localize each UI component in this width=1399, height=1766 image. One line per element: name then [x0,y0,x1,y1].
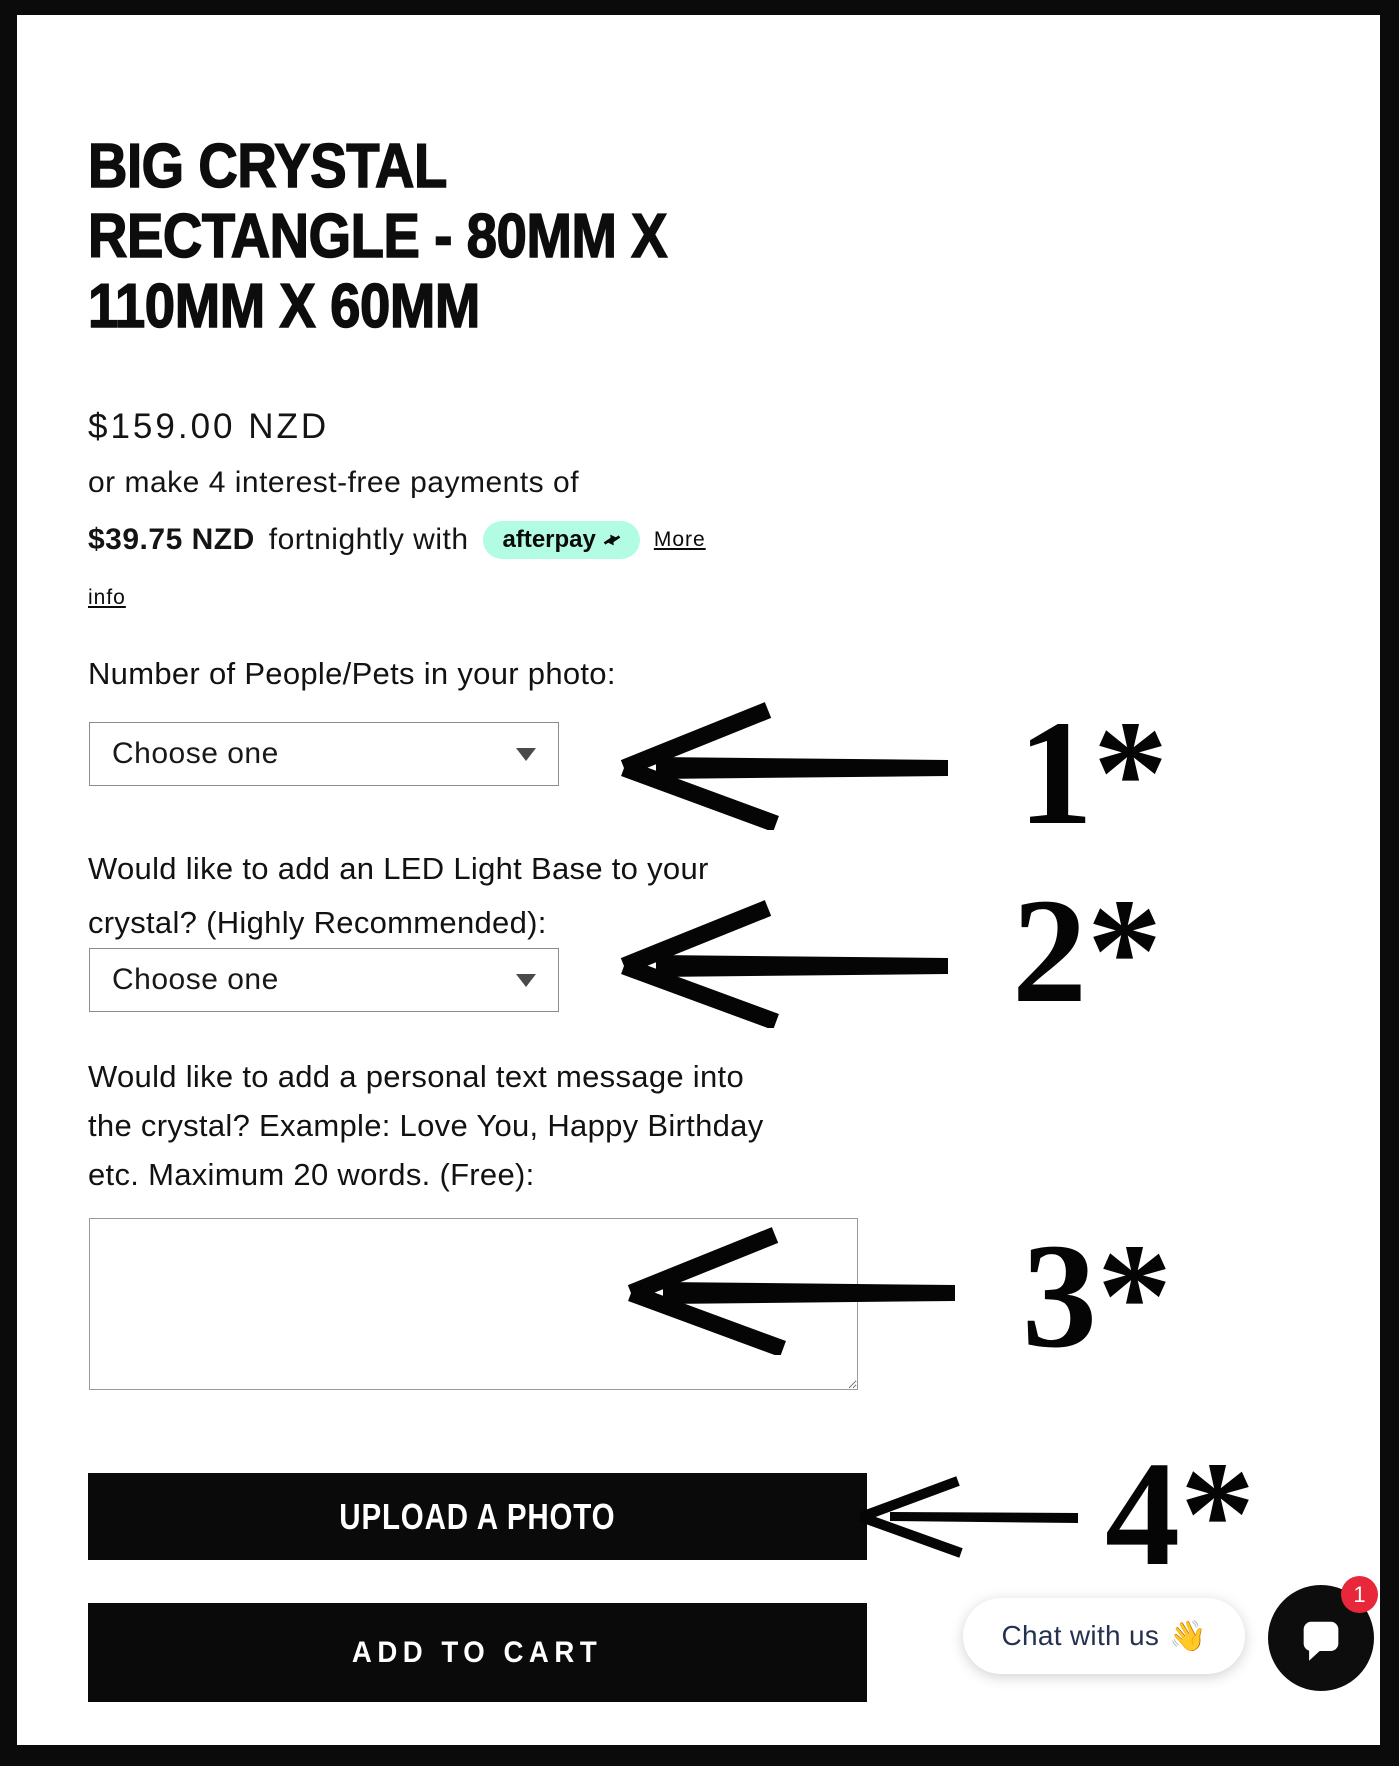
chat-with-us-pill[interactable] [963,1598,1245,1674]
people-pets-select-value: Choose one [112,737,279,770]
add-to-cart-button[interactable] [88,1603,867,1702]
personal-message-textarea[interactable] [89,1218,858,1390]
annotation-label-2: 2* [1012,868,1162,1034]
chat-pill-label: Chat with us [1001,1620,1160,1651]
installments-line1: or make 4 interest-free payments of [88,466,580,499]
led-base-select-value: Choose one [112,963,279,996]
installment-amount: $39.75 NZD [88,523,255,556]
product-price: $159.00 NZD [88,407,330,446]
installment-suffix: fortnightly with [268,523,469,556]
chevron-down-icon [516,748,536,761]
annotation-label-3: 3* [1022,1213,1172,1379]
add-to-cart-button-label: ADD TO CART [352,1635,603,1669]
personal-message-label: Would like to add a personal text message into the crystal? Example: Love You, Happy Birthday etc. Maximum 20 words. (Free): [88,1059,764,1192]
waving-hand-icon: 👋 [1169,1619,1207,1653]
led-base-label: Would like to add an LED Light Base to your crystal? (Highly Recommended): [88,851,709,940]
annotation-label-4: 4* [1105,1431,1255,1597]
more-info-link-more[interactable]: More [653,528,706,551]
installments-line2 [88,520,706,560]
annotation-label-1: 1* [1018,690,1168,856]
annotation-arrow-4-icon [856,1469,1081,1570]
upload-photo-button-label: UPLOAD A PHOTO [339,1495,616,1537]
speech-bubble-icon [1295,1612,1347,1664]
chat-unread-badge: 1 [1341,1576,1378,1613]
led-base-select[interactable] [89,948,559,1012]
chevron-down-icon [516,974,536,987]
afterpay-label: afterpay [502,526,596,553]
people-pets-select[interactable] [89,722,559,786]
people-pets-label: Number of People/Pets in your photo: [88,656,616,691]
upload-photo-button[interactable] [88,1473,867,1560]
afterpay-logo-icon [600,528,624,552]
annotation-arrow-1-icon [618,700,953,835]
page-title: BIG CRYSTAL RECTANGLE - 80MM X 110MM X 60MM [88,132,668,341]
more-info-link-info[interactable]: info [88,586,126,609]
afterpay-badge[interactable] [483,521,640,559]
